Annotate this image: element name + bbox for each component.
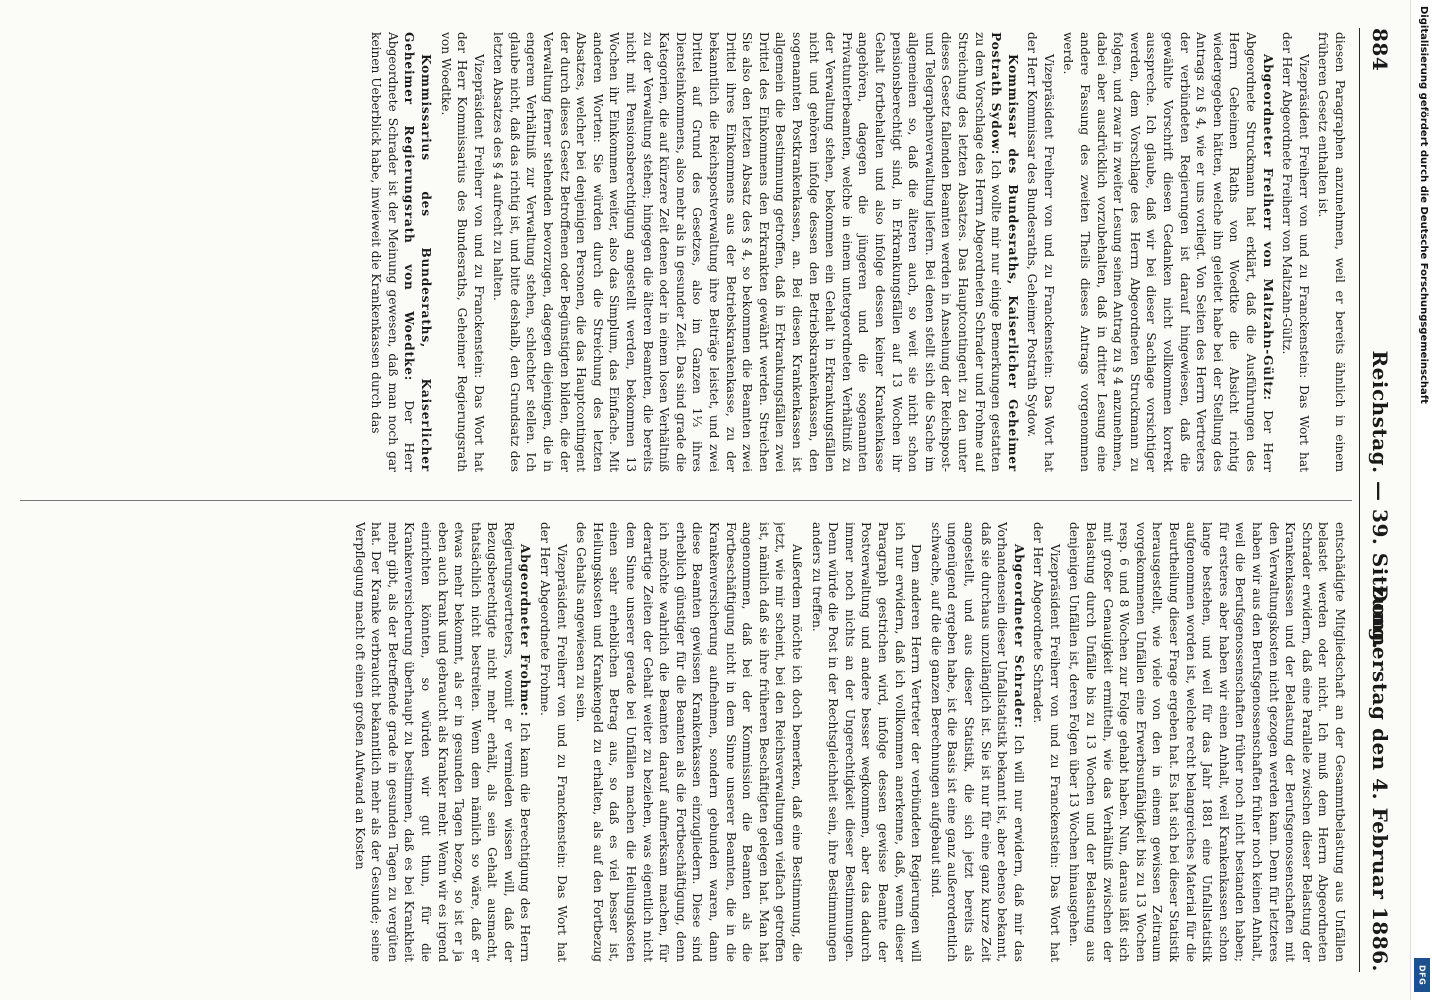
paragraph-text: Vizepräsident Freiherr von und zu Franckenstein: Das Wort hat der Herr Abgeordnete Schrader. [1031,522,1062,962]
paragraph-text: Vizepräsident Freiherr von und zu Franckenstein: Das Wort hat der Herr Kommissarius des Bundesraths, Geheimer Regierungsrath von Woedtke. [438,32,486,472]
digitization-credit: Digitalisierung gefördert durch die Deutsche Forschungsgemeinschaft [1418,6,1429,404]
left-column-paragraph [437,32,487,472]
page-number: 884 [1368,28,1392,72]
running-head [1366,28,1392,972]
speaker-name: Kommissarius des Bundesraths, Kaiserlicher Geheimer Regierungsrath von Woedtke: [402,32,433,472]
right-column-paragraph [1066,522,1348,962]
left-column-paragraph [1279,32,1312,472]
session-title: Reichstag. — 39. Sitzung. [1368,350,1392,650]
speaker-name: Abgeordneter Frohme: [518,544,533,717]
left-column-paragraph [1024,32,1057,472]
right-column-paragraph [1030,522,1063,962]
left-column-paragraph [368,32,434,472]
left-column-paragraph [490,32,1021,472]
right-column-paragraph [573,522,805,962]
paragraph-text: Ich kann die Berechtigung des Herrn Regierungsvertreters, womit er vermieden wissen will, daß der Bezugsberechtigte nicht mehr erhält, als sein Gehalt ausmacht, thatsächlich nicht bestreiten. Wenn dem nämlich so wäre, daß er etwas mehr bekommt, als er in gesunden Tagen bezog, so ist er ja eben auch krank und gebraucht als Kranker mehr. Wenn wir es irgend einrichten könnten, so würden wir gut thun, für die Krankenversicherung überhaupt zu bestimmen, daß es bei Krankheit mehr gibt, als der Betreffende grade in gesunden Tagen zu vergüten hat. Der Kranke verbraucht bekanntlich mehr als der Gesunde; seine Verpflegung macht oft einen großen Aufwand an Kosten [352,522,533,962]
speaker-name: Abgeordneter Freiherr von Maltzahn-Gültz: [1260,54,1275,401]
left-column-paragraph [1315,32,1348,472]
paragraph-text: Der Herr Abgeordnete Struckmann hat erklärt, daß die Ausführungen des Herrn Geheimen Raths von Woedtke die Absicht richtig wiedergegeben hätten, welche ihn geleitet habe bei der Stellung des Antrags zu § 4, wie er uns vorliegt. Von Seiten des Herrn Vertreters der verbündeten Regierungen ist darauf hingewiesen, daß die gewählte Vorschrift diesen Gedanken nicht vollkommen korrekt ausspreche. Ich glaube, daß wir bei dieser Sachlage vorsichtiger werden, dem Vorschlage des Herrn Abgeordneten Struckmann zu folgen, und zwar in zweiter Lesung seinen Antrag zu § 4 anzunehmen, dabei aber ausdrücklich vorzubehalten, daß in dritter Lesung eine andere Fassung des zweiten Theils dieses Antrags vorgenommen werde. [1061,32,1275,472]
paragraph-text: Ich wollte mir nur einige Bemerkungen gestatten zu dem Vorschlage des Herrn Abgeordneten Schrader und Frohme auf Streichung des letzten Absatzes. Das Hauptcontingent zu den unter dieses Gesetz fallenden Beamten werden in Ansehung der Reichspost- und Telegraphenverwaltung liefern. Bei denen stellt sich die Sache im allgemeinen so, daß die älteren auch, so weit sie nicht schon pensionsberechtigt sind, in Erkrankungsfällen auf 13 Wochen ihr Gehalt fortbehalten und also infolge dessen keiner Krankenkasse angehören, dagegen die jüngeren und die sogenannten Privatunterbeamten, welche in einem untergeordneten Verhältniß zu der Verwaltung stehen, bekommen ein Gehalt in Erkrankungsfällen nicht und gehören infolge dessen den Betriebskrankenkassen, den sogenannten Postkrankenkassen, an. Bei diesen Krankenkassen ist allgemein die Bestimmung getroffen, daß in Erkrankungsfällen zwei Drittel des Einkommens den Erkrankten gewährt werden. Streichen Sie also den letzten Absatz des § 4, so bekommen die Beamten zwei Drittel ihres Einkommens aus der Betriebskrankenkasse, zu der bekanntlich die Reichspostverwaltung ihre Beiträge leistet, und zwei Drittel auf Grund des Gesetzes, also im Ganzen 1⅓ ihres Diensteinkommens, also mehr als in gesunder Zeit. Das sind grade die Kategorien, die auf kürzere Zeit denen oder in einem losen Verhältniß zu der Verwaltung stehen; hingegen die älteren Beamten, die bereits nicht mit Pensionsberechtigung angestellt werden, bekommen 13 Wochen ihr Einkommen weiter, also das Simplum, das Einfache. Mit anderen Worten: Sie würden durch die Streichung des letzten Absatzes, welcher bei denjenigen Personen, die das Hauptcontingent der durch dieses Gesetz Betroffenen oder Begünstigten bilden, die der Verwaltung ferner stehenden bevorzugen, dagegen diejenigen, die in engerem Verhältniß zur Verwaltung stehen, schlechter stellen. Ich glaube nicht, daß das richtig ist, und bitte deshalb, den Grundsatz des letzten Absatzes des § 4 aufrecht zu halten. [491,32,1004,472]
dfg-logo: DFG [1414,958,1430,992]
right-column-paragraph [351,522,534,962]
paragraph-text: Vizepräsident Freiherr von und zu Franckenstein: Das Wort hat der Herr Kommissar des Bundesraths, Geheimer Postrath Sydow. [1025,32,1056,472]
speaker-name: Kommissar des Bundesraths, Kaiserlicher Geheimer Postrath Sydow: [989,32,1020,472]
right-column-paragraph [537,522,570,962]
paragraph-text: Der Herr Abgeordnete Schrader ist der Meinung gewesen, daß man noch gar keinen Ueberblick habe, inwieweit die Krankenkassen durch das [369,32,417,472]
header-rule [1359,28,1360,972]
session-date: Donnerstag den 4. Februar 1886. [1368,585,1392,972]
left-column [24,32,1348,472]
digitization-credit-strip [1410,0,1432,1000]
paragraph-text: Vizepräsident Freiherr von und zu Franckenstein: Das Wort hat der Herr Abgeordnete Freiherr von Maltzahn-Gültz. [1280,32,1311,472]
right-column [24,522,1348,962]
left-column-paragraph [1060,32,1276,472]
paragraph-text: Ich will nur erwidern, daß mir das Vorhandensein dieser Unfallstatistik bekannt ist, aber ebenso bekannt, daß sie durchaus unzulänglich ist. Sie ist nur für eine ganz kurze Zeit angestellt, und aus dieser Statistik, die sich jetzt bereits als ungenügend ergeben habe, ist die Basis ist eine ganz außerordentlich schwache, auf die die ganzen Berechnungen aufgebaut sind. [928,522,1026,962]
paragraph-text: Außerdem möchte ich doch bemerken, daß eine Bestimmung, die jetzt, wie mir scheint, bei den Reichsverwaltungen vielfach getroffen ist, nämlich daß sie ihre früheren Beschäftigten gelegen hat. Man hat angenommen, daß bei der Kommission die Beamten als die Fortbeschäftigung nicht in dem Sinne unserer Beamten, die in die Krankenversicherung aufnehmen, sondern gebunden waren, dann diese Beamten gewissen Krankenkassen einzugliedern. Diese sind erheblich günstiger für die Beamten als die Fortbeschäftigung, denn ich möchte wahrlich die Beamten darauf aufmerksam machen, für derartige Zeiten der Gehalt weiter zu beziehen, was eigentlich nicht dem Sinne unserer gerade bei Unfällen machen die Heilungskosten einen sehr erheblichen Betrag aus, so daß es viel besser ist, Heilungskosten und Krankengeld zu erhalten, als auf den Fortbezug des Gehalts angewiesen zu sein. [574,522,804,962]
speaker-name: Abgeordneter Schrader: [1011,544,1026,729]
column-divider [20,500,1352,501]
right-column-paragraph [808,522,924,962]
paragraph-text: entschädigte Mitgliedschaft an der Gesammtbelastung aus Unfällen belastet werden oder nicht. Ich muß dem Herrn Abgeordneten Schrader erwidern, daß eine Parallele zwischen dieser Belastung der Krankenkassen und der Belastung der Berufsgenossenschaften mit den Verwaltungskosten nicht gezogen werden kann. Denn für letzteres haben wir aus den Berufsgenossenschaften früher noch keinen Anhalt, weil die Berufsgenossenschaften früher noch nicht bestanden haben; für ersteres aber haben wir einen Anhalt, weil Krankenkassen schon lange bestehen, und weil für das Jahr 1881 eine Unfallstatistik aufgenommen worden ist, welche recht belangreiches Material für die Beurtheilung dieser Frage ergeben hat. Es hat sich bei dieser Statistik herausgestellt, wie viele von den in einem gewissen Zeitraum vorgekommenen Unfällen eine Erwerbsunfähigkeit bis zu 13 Wochen resp. 6 und 8 Wochen zur Folge gehabt haben. Nun, daraus läßt sich mit großer Genauigkeit ermitteln, wie das Verhältniß zwischen der Belastung durch Unfälle bis zu 13 Wochen und der Belastung aus denjenigen Unfällen ist, deren Folgen über 13 Wochen hinausgehen. [1067,522,1347,962]
paragraph-text: Dem anderen Herrn Vertreter der verbündeten Regierungen will ich nur erwidern, daß ich vollkommen anerkenne, daß, wenn dieser Paragraph gestrichen wird, infolge dessen gewisse Beamte der Postverwaltung und andere besser wegkommen, aber das dadurch immer noch nichts an der Ungerechtigkeit dieser Bestimmungen. Denn würde die Post in der Rechtsgleichheit sein, ihre Bestimmungen anders zu treffen. [809,522,924,962]
right-column-paragraph [927,522,1027,962]
paragraph-text: diesen Paragraphen anzunehmen, weil er bereits ähnlich in einem früheren Gesetz enthalten ist. [1316,32,1347,472]
paragraph-text: Vizepräsident Freiherr von und zu Franckenstein: Das Wort hat der Herr Abgeordnete Frohme. [538,522,569,962]
